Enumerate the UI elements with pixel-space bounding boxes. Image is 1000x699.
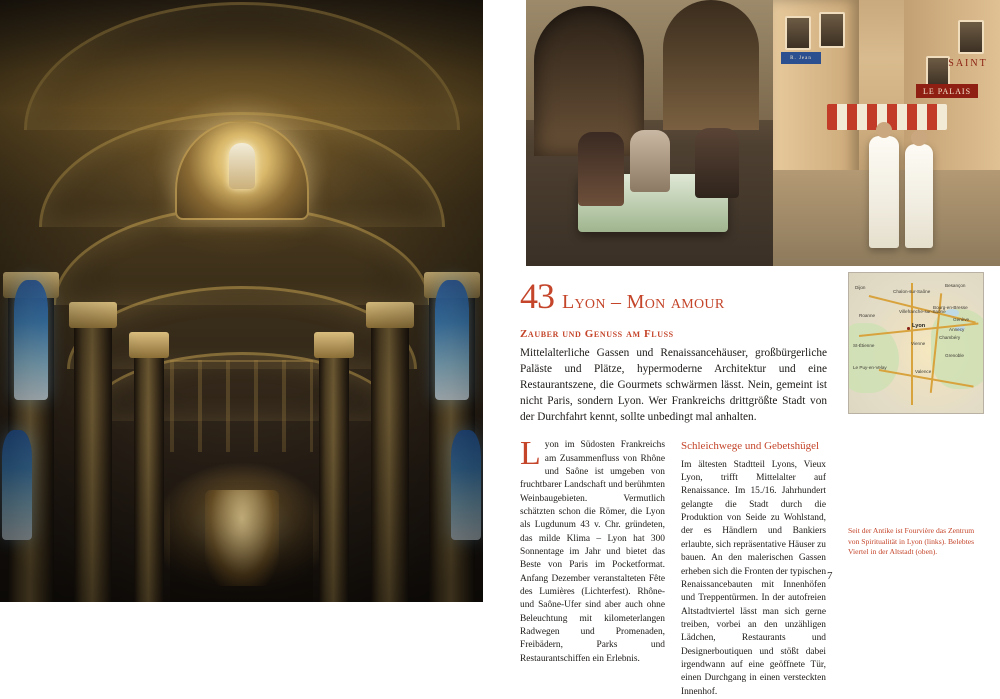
map-label-dijon: Dijon [855, 285, 866, 290]
saint-shop-sign: SAINT [948, 57, 988, 69]
map-label-annecy: Annecy [949, 327, 965, 332]
photo-caption: Seit der Antike ist Fourvière das Zentrum von Spiritualität in Lyon (links). Belebtes Viertel in der Altstadt (oben). [848, 526, 975, 557]
street-pedestrian-1 [869, 136, 899, 248]
palais-shop-sign: LE PALAIS [916, 84, 978, 98]
article-column-2 [681, 439, 826, 699]
map-label-chambery: Chambéry [939, 335, 961, 340]
chapter-title: Lyon – Mon amour [562, 291, 725, 313]
map-label-chalon: Chalon-sur-Saône [893, 289, 931, 294]
map-label-bourg: Bourg-en-Bresse [933, 305, 968, 310]
chapter-heading [520, 278, 827, 314]
basilica-nave [0, 0, 483, 602]
street-name-plaque: R. Jean [781, 52, 821, 64]
article-column-1-text: Lyon im Südosten Frankreichs am Zusammenfluss von Rhône und Saône ist umgeben von fruchtbarer Landschaft und berühmten Weinbaugebieten. Vermutlich schätzten schon die Römer, die Lyon als Lugdunum 43 v. Chr. gründeten, das milde Klima – Lyon hat 300 Sonnentage im Jahr und bietet das Beste von Paris im Pocketformat. Anfang Dezember veranstalteten Fête des Lumières (Lichterfest). Rhône- und Saône-Ufer sind aber auch ohne Beleuchtung mit kilometerlangen Radwegen und Promenaden, Freibädern, Parks und Restaurantschiffen ein Erlebnis. [520, 435, 665, 664]
article-column-1 [520, 435, 665, 699]
basilica-interior-photo [0, 0, 483, 602]
article-kicker: Zauber und Genuss am Fluss [520, 328, 674, 340]
street-window-1 [785, 16, 811, 50]
chapter-number: 43 [520, 276, 554, 316]
street-pedestrian-2 [905, 144, 933, 248]
map-label-lyon: Lyon [912, 323, 926, 329]
photo-vignette [0, 0, 483, 602]
map-label-st-etienne: St-Étienne [853, 343, 875, 348]
old-town-street-photo [773, 0, 1000, 266]
restaurant-guest-1 [578, 132, 624, 206]
map-label-roanne: Roanne [859, 313, 876, 318]
region-map [848, 272, 984, 414]
map-label-villefranche: Villefranche-sur-Saône [899, 309, 946, 314]
map-label-geneve: Genève [953, 317, 970, 322]
pedestrian-head-1 [876, 122, 892, 138]
article-column-2-text: Im ältesten Stadtteil Lyons, Vieux Lyon, trifft Mittelalter auf Renaissance. Im 15./16. Jahrhundert gelangte die Stadt durch die Produktion von Seide zu Wohlstand, der es Händlern und Bankiers erlaubte, sich repräsentative Häuser zu bauen. An den malerischen Gassen erheben sich die Fronten der typischen Renaissancebauten mit Innenhöfen und Treppentürmen. In der autofreien Altstadtviertel lässt man sich gerne treiben, vorbei an den unzähligen Lädchen, Restaurants und Designerboutiquen und stößt dabei irgendwann auf eine geöffnete Tür, einen Durchgang in einen versteckten Innenhof. [681, 459, 827, 697]
restaurant-guest-3 [695, 128, 739, 198]
article-column-2-subhead: Schleichwege und Gebetshügel [681, 440, 820, 453]
map-label-grenoble: Grenoble [945, 353, 964, 358]
restaurant-guest-2 [630, 130, 670, 192]
map-marker-lyon [907, 327, 910, 330]
map-label-vienne: Vienne [911, 341, 926, 346]
map-label-besancon: Besançon [945, 283, 966, 288]
restaurant-archway-right [663, 0, 759, 130]
map-label-le-puy: Le Puy-en-Velay [853, 365, 887, 370]
article-lead: Mittelalterliche Gassen und Renaissancehäuser, großbürgerliche Paläste und Plätze, hypermoderne Architektur und eine Restaurantszene, die Gourmets schwärmen lässt. Nein, gemeint ist nicht Paris, sondern Lyon. Wer Frankreichs drittgrößte Stadt von der Durchfahrt kennt, sollte unbedingt mal anhalten. [520, 347, 827, 424]
right-page [483, 0, 1000, 697]
photo-strip [526, 0, 1000, 266]
page-number: 7 [827, 570, 833, 582]
street-window-2 [819, 12, 845, 48]
restaurant-terrace-photo [526, 0, 773, 266]
map-label-valence: Valence [915, 369, 932, 374]
street-window-3 [958, 20, 984, 54]
pedestrian-head-2 [911, 130, 927, 146]
article-columns [520, 435, 827, 699]
article-body [520, 278, 827, 699]
